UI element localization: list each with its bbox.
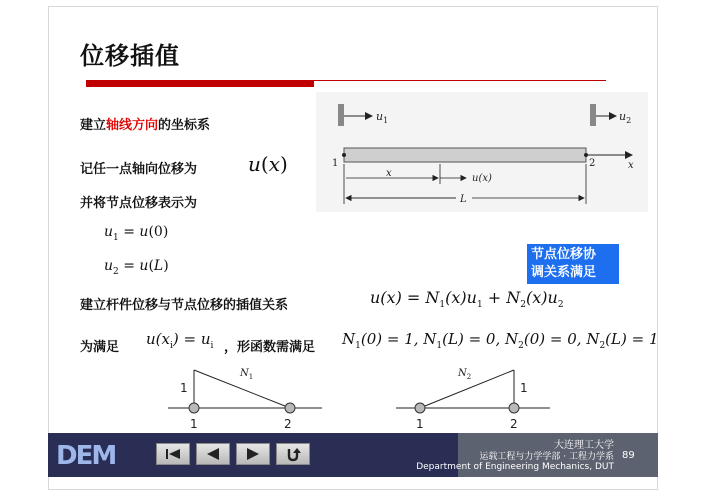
title-accent-bar (86, 80, 314, 87)
interp-lhs: u(x) = (370, 288, 426, 307)
u1-lhs: u (104, 224, 114, 240)
interp-u2-sub: 2 (557, 300, 564, 311)
u1-equation: $u_1 = u(0)$ (104, 224, 169, 243)
line1-post: 的坐标系 (158, 118, 211, 133)
badge-line1: 节点位移协 (531, 247, 597, 262)
next-page-button[interactable] (236, 443, 270, 465)
condition-mid: ，形函数需满足 (224, 340, 316, 355)
condition-equation (146, 330, 213, 351)
shape-function-n1-figure (160, 362, 330, 434)
cond-arg-2: (0) = 0, (523, 330, 587, 348)
cond-lhs: u(x (146, 330, 170, 348)
ux-arg: x (268, 152, 280, 176)
u1-rhs: u (139, 224, 149, 240)
cond-n-0: N (342, 330, 356, 348)
ux-formula: u(x) (248, 152, 288, 176)
page-number: 89 (622, 450, 635, 461)
interpolation-line: 建立杆件位移与节点位移的插值关系 (80, 298, 289, 313)
compatibility-badge (527, 244, 619, 284)
cond-mid: ) = u (172, 330, 211, 348)
university-name: 大连理工大学 (554, 440, 614, 451)
bar (344, 148, 586, 162)
n2-node-b (509, 403, 519, 413)
school-name: 运载工程与力学学部 · 工程力学系 (479, 452, 614, 462)
cond-sub-1: 1 (436, 341, 443, 351)
badge-line2: 调关系满足 (531, 265, 597, 280)
interp-n2: N (506, 288, 521, 307)
next-page-icon (237, 444, 269, 464)
return-button[interactable] (276, 443, 310, 465)
n1-node-b-label: 2 (284, 417, 292, 431)
footer-bar (48, 433, 658, 477)
interp-u1-sub: 1 (476, 300, 483, 311)
interp-u2: u (547, 288, 558, 307)
beam-figure (316, 92, 648, 212)
ux-func: u (248, 152, 261, 176)
interpolation-formula (370, 288, 564, 310)
n2-node-a-label: 1 (416, 417, 424, 431)
coordinate-system-line (80, 114, 210, 133)
shape-function-conditions (342, 330, 659, 351)
interp-u1: u (466, 288, 477, 307)
interp-n1-arg: (x) (445, 288, 467, 307)
u2-arg: L (153, 258, 164, 274)
nodal-displacement-line: 并将节点位移表示为 (80, 196, 198, 211)
x-axis-label: x (628, 160, 634, 171)
cond-n-1: N (423, 330, 437, 348)
cond-arg-0: (0) = 1, (360, 330, 424, 348)
cond-n-2: N (505, 330, 519, 348)
dim-ux-label: u(x) (472, 173, 492, 184)
n1-height-label: 1 (180, 381, 188, 395)
previous-page-button[interactable] (196, 443, 230, 465)
cond-arg-3: (L) = 1 (605, 330, 659, 348)
department-logo: DEM (56, 441, 116, 471)
n1-node-a-label: 1 (190, 417, 198, 431)
u2-equation: $u_2 = u(L)$ (104, 258, 169, 277)
axial-direction-highlight: 轴线方向 (106, 118, 159, 133)
n2-node-b-label: 2 (510, 417, 518, 431)
n2-height-label: 1 (520, 381, 528, 395)
cond-n-3: N (586, 330, 600, 348)
department-english: Department of Engineering Mechanics, DUT (416, 462, 614, 472)
interp-n2-arg: (x) (526, 288, 548, 307)
interp-plus: + (482, 288, 507, 307)
u2-lhs: u (104, 258, 114, 274)
n1-node-b (285, 403, 295, 413)
beam-node2-label: 2 (589, 158, 596, 169)
first-page-icon (157, 444, 189, 464)
slide-title: 位移插值 (80, 42, 180, 70)
left-wall (338, 104, 344, 126)
n2-name: $N_2$ (458, 368, 472, 381)
first-page-button[interactable] (156, 443, 190, 465)
cond-sub-0: 1 (355, 341, 361, 351)
cond-sub-i: i (169, 341, 173, 351)
u2-sub: 2 (113, 266, 119, 277)
u2-rhs: u (139, 258, 149, 274)
u2-label: $u_2$ (619, 110, 632, 125)
beam-node1-label: 1 (332, 158, 339, 169)
interp-n1-sub: 1 (439, 300, 446, 311)
right-wall (590, 104, 596, 126)
cond-sub-3: 2 (599, 341, 606, 351)
shape-function-n2-figure (388, 362, 558, 434)
dim-l-label: L (460, 194, 467, 205)
u1-label: $u_1$ (376, 110, 389, 125)
dim-x-label: x (386, 168, 392, 179)
cond-arg-1: (L) = 0, (442, 330, 506, 348)
return-icon (277, 444, 309, 464)
line1-pre: 建立 (80, 118, 107, 133)
cond-sub-2: 2 (518, 341, 524, 351)
n1-name: $N_1$ (240, 368, 254, 381)
interp-n2-sub: 2 (520, 300, 526, 311)
axial-displacement-line: 记任一点轴向位移为 (80, 162, 198, 177)
cond-sub-i2: i (210, 341, 214, 351)
u1-sub: 1 (113, 232, 119, 243)
n1-node-a (189, 403, 199, 413)
n2-node-a (415, 403, 425, 413)
u1-arg: 0 (153, 224, 163, 240)
interp-n1: N (425, 288, 440, 307)
previous-page-icon (197, 444, 229, 464)
node1-dot (342, 153, 346, 157)
condition-pre: 为满足 (80, 340, 120, 355)
